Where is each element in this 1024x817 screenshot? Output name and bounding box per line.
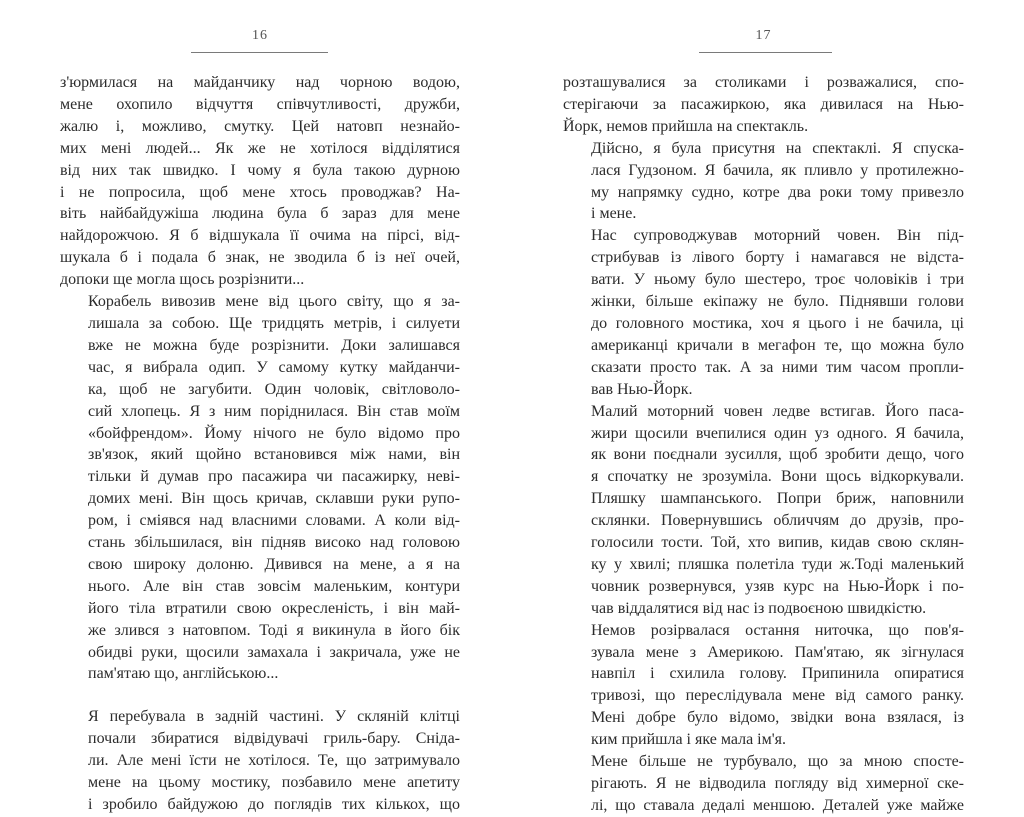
text-line: як вони поєднали зусилля, щоб зробити дещо, чого [591,446,964,464]
text-line: Нас супроводжував моторний човен. Він під- [591,227,964,245]
text-line: Пляшку шампанського. Попри бриж, наповнили [591,490,964,508]
paragraph [563,401,964,620]
text-line: ким прийшла і яке мала ім'я. [591,731,786,749]
paragraph [563,751,964,817]
text-line: Корабель вивозив мене від цього світу, що я за- [88,293,460,311]
text-line: лі, що ставала дедалі меншою. Деталей уже майже [591,796,964,814]
text-line: розташувалися за столиками і розважалися, спо- [563,74,964,91]
text-line: човник розвернувся, узяв курс на Нью-Йорк і по- [591,577,964,595]
text-line: Малий моторний човен ледве встигав. Його паса- [591,402,964,420]
text-line: лишала за собою. Ще тридцять метрів, і силуети [88,314,460,332]
text-line: стрибував із лівого борту і намагався не відста- [591,249,964,267]
text-line: же злився з натовпом. Тоді я викинула в його бік [88,621,460,639]
text-line: віть найбайдужіша людина була б зараз для мене [60,205,460,223]
text-line: «бойфрендом». Йому нічого не було відомо про [88,424,460,442]
text-line: Немов розірвалася остання ниточка, що пов'я- [591,621,964,639]
text-line: допоки ще могла щось розрізнити... [60,271,305,289]
text-line: домих мені. Він щось кричав, склавши руки рупо- [88,490,460,508]
text-line: обидві руки, щосили замахала і закричала, уже не [88,643,460,661]
text-line: жінки, більше екіпажу не було. Піднявши голови [591,293,964,311]
text-line: ку у хвилі; пляшка полетіла туди ж.Тоді маленький [591,555,964,573]
text-line: чав віддалятися від нас із подвоєною швидкістю. [591,599,927,617]
text-line: ли. Але мені їсти не хотілося. Те, що затримувало [88,752,460,770]
text-line: ка, щоб не загубити. Один чоловік, світловоло- [88,380,460,398]
paragraph [60,291,460,685]
text-line: голосили тости. Той, хто випив, кидав свою склян- [591,534,964,552]
text-line: його тіла втратили свою окресленість, і він май- [88,599,460,617]
page-number: 16 [252,28,268,43]
text-line: вати. У ньому було шестеро, троє чоловіків і три [591,271,964,289]
text-line: склянки. Повернувшись обличчям до друзів, про- [591,512,964,530]
text-line: мене охопило відчуття співчутливості, дружби, [60,95,460,113]
text-line: зувала мене з Америкою. Пам'ятаю, як зігнулася [591,643,964,661]
text-line: Я перебувала в задній частині. У скляній клітці [88,708,460,726]
text-line: пам'ятаю що, англійською... [88,665,279,683]
text-line: мих мені людей... Як же не хотілося відділятися [60,139,460,157]
text-line: нього. Але він став зовсім маленьким, контури [88,577,460,595]
text-line: Дійсно, я була присутня на спектаклі. Я спуска- [591,139,964,157]
paragraph [563,72,964,138]
left-page [60,0,460,813]
text-line: Мене більше не турбувало, що за мною спосте- [591,753,964,771]
text-line: почали збиратися відвідувачі гриль-бару. Сніда- [88,730,460,748]
text-line: му напрямку судно, котре два роки тому привезло [591,183,964,201]
page-body [60,72,460,816]
text-line: ром, і сміявся над власними словами. А коли від- [88,512,460,530]
text-line: мене на цьому мостику, позбавило мене апетиту [88,774,460,792]
text-line: тривозі, що переслідувала мене від самого ранку. [591,687,964,705]
text-line: лася Гудзоном. Я бачила, як пливло у протилежно- [591,161,964,179]
paragraph [563,620,964,751]
right-page [563,0,964,814]
text-line: і мене. [591,205,637,223]
text-line: навпіл і схилила голову. Припинила опиратися [591,665,964,683]
text-line: до головного мостика, хоч я цього і не бачила, ці [591,314,964,332]
text-line: тільки й думав про пасажира чи пасажирку, неві- [88,468,460,486]
header-rule [699,52,832,53]
text-line: Йорк, немов прийшла на спектакль. [563,117,809,135]
text-line: зв'язок, який щойно встановився між нами, він [88,446,460,464]
paragraph [60,706,460,816]
text-line: і зробило байдужою до поглядів тих кількох, що [88,796,460,813]
text-line: стань збільшилася, він підняв високо над головою [88,534,460,552]
text-line: я спочатку не зрозуміла. Вони щось відкоркували. [591,468,964,486]
text-line: жалю і, можливо, смутку. Цей натовп незнайо- [60,117,460,135]
paragraph [60,72,460,291]
text-line: від них так швидко. І чому я була такою дурною [60,161,460,179]
text-line: шукала б і подала б знак, не зводила б із неї очей, [60,249,460,267]
text-line: з'юрмилася на майданчику над чорною водою, [60,74,460,91]
text-line: американці кричали в мегафон те, що можна було [591,336,964,354]
header-rule [191,52,328,53]
text-line: вав Нью-Йорк. [591,380,693,398]
text-line: найдорожчою. Я б відшукала її очима на пірсі, від- [60,227,460,245]
text-line: свою широку долоню. Дивився на мене, а я на [88,555,460,573]
text-line: час, я вибрала одип. У самому кутку майданчи- [88,358,460,376]
text-line: жири щосили вчепилися один уз одного. Я бачила, [591,424,964,442]
paragraph [563,138,964,226]
text-line: Мені добре було відомо, звідки вона взялася, із [591,709,964,727]
paragraph [563,225,964,400]
text-line: стерігаючи за пасажиркою, яка дивилася на Нью- [563,95,964,113]
text-line: сказати просто так. А за ними тим часом пропли- [591,358,964,376]
text-line: сий хлопець. Я з ним поріднилася. Він став моїм [88,402,460,420]
text-line: рігають. Я не відводила погляду від химерної ске- [591,775,964,792]
text-line: і не попросила, щоб мене хтось проводжав? На- [60,183,460,201]
page-body [563,72,964,817]
text-line: вже не можна буде розрізнити. Доки залишався [88,336,460,354]
page-number: 17 [755,28,772,43]
